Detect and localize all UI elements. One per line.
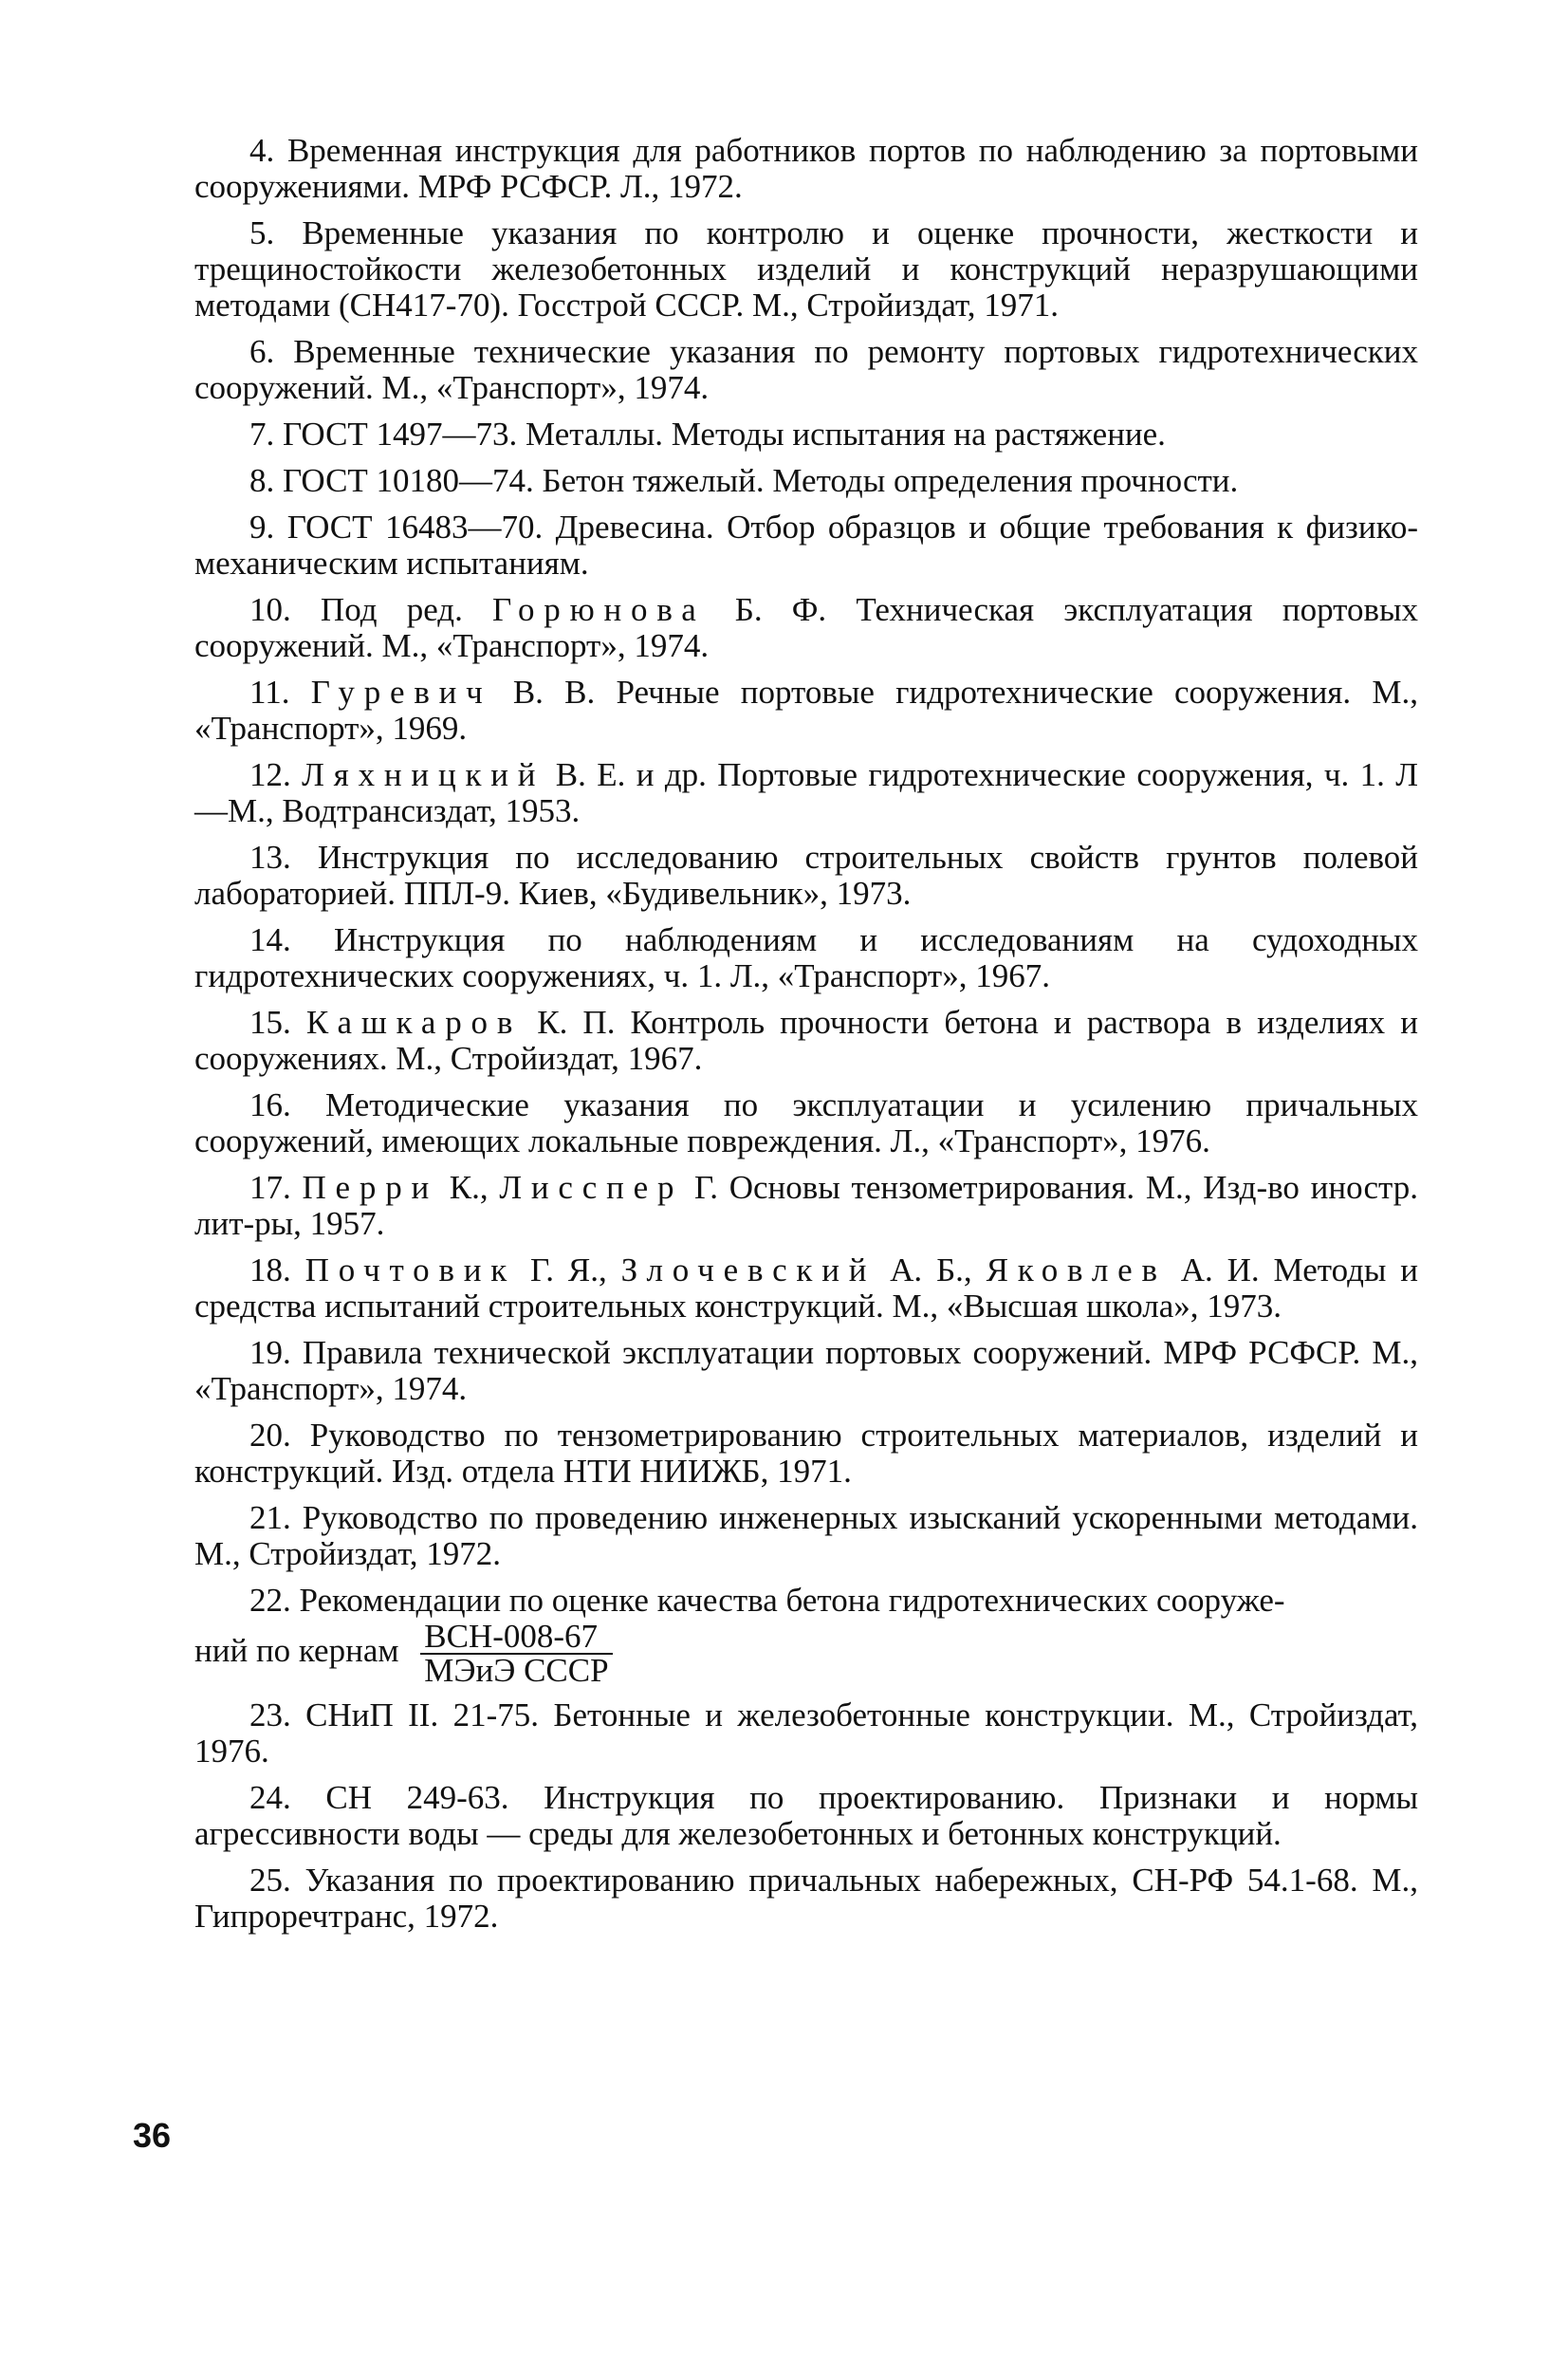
author-surname: Почтовик: [304, 1251, 517, 1288]
reference-group-a: [194, 133, 1418, 1572]
reference-text: ГОСТ 10180—74. Бетон тяжелый. Методы определения прочности.: [274, 462, 1239, 499]
reference-number: 14.: [249, 921, 291, 958]
page-number: 36: [133, 2116, 172, 2155]
reference-number: 24.: [249, 1779, 291, 1816]
reference-text: Г. Основы тензометрирования. М., Изд-во иностр. лит-ры, 1957.: [194, 1169, 1418, 1242]
reference-text: В. Е. и др. Портовые гидротехнические сооружения, ч. 1. Л—М., Водтрансиздат, 1953.: [194, 756, 1418, 829]
author-surname: Злочевский: [620, 1251, 876, 1288]
reference-text: Методические указания по эксплуатации и усилению причальных сооружений, имеющих локальные повреждения. Л., «Транспорт», 1976.: [194, 1086, 1418, 1159]
reference-number: 20.: [249, 1417, 291, 1454]
reference-text: К.,: [438, 1169, 500, 1206]
reference-number: 7.: [249, 416, 275, 453]
author-surname: Перри: [302, 1169, 439, 1206]
reference-text: В. В. Речные портовые гидротехнические сооружения. М., «Транспорт», 1969.: [194, 674, 1418, 747]
reference-entry: [194, 1697, 1418, 1770]
reference-text-continued: ний по кернам: [194, 1632, 399, 1670]
reference-entry: [194, 1863, 1418, 1935]
reference-list: [194, 133, 1418, 1945]
reference-text: Г. Я.,: [516, 1251, 621, 1288]
reference-text: К. П. Контроль прочности бетона и раствора в изделиях и сооружениях. М., Стройиздат, 1967.: [194, 1004, 1418, 1077]
reference-entry: [194, 1418, 1418, 1490]
reference-entry: [194, 1170, 1418, 1242]
reference-text: СНиП II. 21-75. Бетонные и железобетонные конструкции. М., Стройиздат, 1976.: [194, 1696, 1418, 1770]
reference-text: СН 249-63. Инструкция по проектированию. Признаки и нормы агрессивности воды — среды для железобетонных и бетонных конструкций.: [194, 1779, 1418, 1852]
reference-entry: [194, 417, 1418, 453]
reference-number: 6.: [249, 333, 275, 370]
reference-number: 5.: [249, 214, 275, 251]
reference-number: 15.: [249, 1004, 291, 1041]
document-code-fraction: [420, 1618, 612, 1689]
reference-entry: [194, 922, 1418, 994]
reference-entry: [194, 1087, 1418, 1159]
reference-text: А. Б.,: [876, 1251, 987, 1288]
reference-entry: [194, 675, 1418, 747]
reference-entry: [194, 510, 1418, 582]
reference-text: Указания по проектированию причальных набережных, СН-РФ 54.1-68. М., Гипроречтранс, 1972.: [194, 1862, 1418, 1935]
reference-number: 8.: [249, 462, 275, 499]
reference-entry: [194, 1500, 1418, 1572]
reference-text: Временные указания по контролю и оценке прочности, жесткости и трещиностойкости железобетонных изделий и конструкций неразрушающими методами (СН417-70). Госстрой СССР. М., Стройиздат, 1971.: [194, 214, 1418, 324]
reference-text: Инструкция по наблюдениям и исследованиям на судоходных гидротехнических сооружениях, ч. 1. Л., «Транспорт», 1967.: [194, 921, 1418, 994]
reference-text: Руководство по тензометрированию строительных материалов, изделий и конструкций. Изд. отдела НТИ НИИЖБ, 1971.: [194, 1417, 1418, 1490]
reference-entry: [194, 592, 1418, 664]
reference-entry: [194, 133, 1418, 205]
reference-text: Под ред.: [290, 591, 493, 628]
reference-number: 13.: [249, 839, 291, 876]
reference-text: Правила технической эксплуатации портовых сооружений. МРФ РСФСР. М., «Транспорт», 1974.: [194, 1334, 1418, 1407]
reference-text: Руководство по проведению инженерных изысканий ускоренными методами. М., Стройиздат, 1972.: [194, 1499, 1418, 1572]
reference-entry: [194, 1252, 1418, 1325]
reference-entry: [194, 215, 1418, 324]
reference-text: [289, 674, 310, 711]
reference-text: А. И. Методы и средства испытаний строительных конструкций. М., «Высшая школа», 1973.: [194, 1251, 1419, 1325]
reference-number: 22.: [249, 1582, 291, 1619]
author-surname: Кашкаров: [305, 1004, 523, 1041]
fraction-numerator: ВСН-008-67: [420, 1621, 612, 1655]
reference-text: ГОСТ 16483—70. Древесина. Отбор образцов и общие требования к физико-механическим испытаниям.: [194, 509, 1418, 582]
author-surname: Гуревич: [310, 674, 492, 711]
reference-entry-22: [194, 1583, 1418, 1687]
reference-text: Б. Ф. Техническая эксплуатация портовых сооружений. М., «Транспорт», 1974.: [194, 591, 1418, 664]
author-surname: Горюнова: [492, 591, 706, 628]
reference-number: 19.: [249, 1334, 291, 1371]
reference-continuation: [194, 1618, 1418, 1689]
reference-entry: [194, 757, 1418, 829]
fraction-denominator: МЭиЭ СССР: [424, 1652, 609, 1689]
reference-entry: [194, 840, 1418, 912]
reference-group-b: [194, 1697, 1418, 1935]
author-surname: Ляхницкий: [302, 756, 545, 793]
reference-number: 18.: [249, 1251, 291, 1288]
reference-text: Инструкция по исследованию строительных свойств грунтов полевой лабораторией. ППЛ-9. Киев, «Будивельник», 1973.: [194, 839, 1418, 912]
reference-number: 4.: [249, 132, 275, 169]
reference-number: 11.: [249, 674, 290, 711]
author-surname: Лисспер: [499, 1169, 684, 1206]
reference-number: 9.: [249, 509, 275, 546]
reference-text: ГОСТ 1497—73. Металлы. Методы испытания на растяжение.: [274, 416, 1166, 453]
reference-number: 25.: [249, 1862, 291, 1899]
reference-number: 10.: [249, 591, 291, 628]
reference-text: [291, 756, 302, 793]
reference-number: 12.: [249, 756, 291, 793]
reference-text: Рекомендации по оценке качества бетона гидротехнических сооруже-: [290, 1582, 1285, 1619]
reference-text: [291, 1004, 306, 1041]
reference-text: [291, 1169, 303, 1206]
reference-text: Временные технические указания по ремонту портовых гидротехнических сооружений. М., «Транспорт», 1974.: [194, 333, 1418, 406]
reference-number: 23.: [249, 1696, 291, 1733]
reference-entry: [194, 1005, 1418, 1077]
reference-number: 17.: [249, 1169, 291, 1206]
reference-number: 16.: [249, 1086, 291, 1123]
reference-text: Временная инструкция для работников портов по наблюдению за портовыми сооружениями. МРФ РСФСР. Л., 1972.: [194, 132, 1418, 205]
author-surname: Яковлев: [986, 1251, 1167, 1288]
reference-number: 21.: [249, 1499, 291, 1536]
reference-entry: [194, 1780, 1418, 1852]
reference-text: [291, 1251, 305, 1288]
reference-entry: [194, 463, 1418, 499]
reference-entry: [194, 1335, 1418, 1407]
reference-entry: [194, 334, 1418, 406]
